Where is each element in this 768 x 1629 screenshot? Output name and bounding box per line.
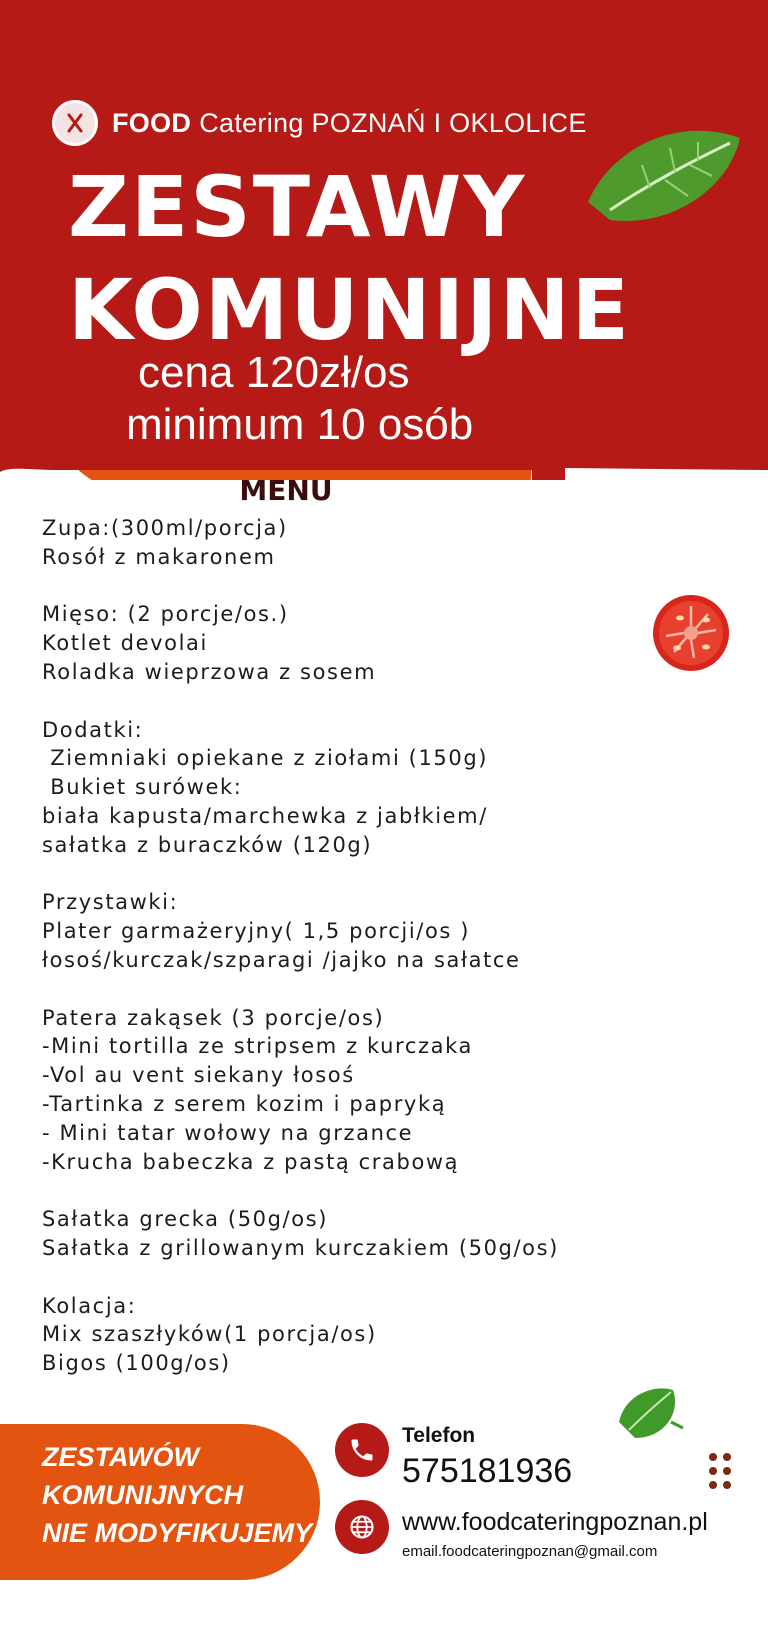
- menu-line: - Mini tatar wołowy na grzance: [42, 1120, 414, 1145]
- phone-icon[interactable]: [335, 1423, 389, 1477]
- dots-decoration-icon: [708, 1452, 732, 1490]
- brand-name-rest: Catering POZNAŃ I OKLOLICE: [199, 107, 587, 138]
- menu-line: [42, 572, 559, 601]
- note-line: KOMUNIJNYCH: [42, 1480, 244, 1510]
- email-link[interactable]: email.foodcateringpoznan@gmail.com: [402, 1543, 658, 1560]
- title-line-1: ZESTAWY: [68, 158, 527, 256]
- menu-line: łosoś/kurczak/szparagi /jajko na sałatce: [42, 947, 521, 972]
- tomato-slice-icon: [650, 592, 732, 674]
- menu-line: Przystawki:: [42, 890, 179, 915]
- menu-line: [42, 1263, 559, 1292]
- menu-heading: MENU: [239, 474, 333, 507]
- menu-line: -Tartinka z serem kozim i papryką: [42, 1091, 447, 1116]
- menu-line: [42, 860, 559, 889]
- menu-line: [42, 975, 559, 1004]
- menu-line: Bigos (100g/os): [42, 1351, 231, 1376]
- menu-line: Mix szaszłyków(1 porcja/os): [42, 1322, 377, 1347]
- mint-leaf-icon: [580, 110, 750, 235]
- minimum-guests-text: minimum 10 osób: [126, 400, 474, 449]
- menu-line: Kolacja:: [42, 1293, 137, 1318]
- brand-name: [112, 108, 587, 139]
- note-text: [42, 1438, 312, 1552]
- note-line: ZESTAWÓW: [42, 1442, 199, 1472]
- brand-name-bold: FOOD: [112, 107, 192, 138]
- menu-line: Mięso: (2 porcje/os.): [42, 602, 289, 627]
- price-text: cena 120zł/os: [138, 348, 410, 397]
- menu-line: Rosół z makaronem: [42, 544, 276, 569]
- menu-line: Kotlet devolai: [42, 631, 208, 656]
- menu-line: Sałatka z grillowanym kurczakiem (50g/os): [42, 1235, 559, 1260]
- menu-line: -Krucha babeczka z pastą crabową: [42, 1149, 460, 1174]
- menu-line: Ziemniaki opiekane z ziołami (150g): [42, 746, 489, 771]
- title-line-2: KOMUNIJNE: [68, 261, 632, 359]
- menu-line: sałatka z buraczków (120g): [42, 832, 373, 857]
- menu-line: Bukiet surówek:: [42, 775, 243, 800]
- phone-label: Telefon: [402, 1424, 476, 1447]
- menu-line: Sałatka grecka (50g/os): [42, 1207, 329, 1232]
- menu-line: biała kapusta/marchewka z jabłkiem/: [42, 803, 488, 828]
- menu-line: Roladka wieprzowa z sosem: [42, 659, 377, 684]
- note-line: NIE MODYFIKUJEMY: [42, 1518, 313, 1548]
- menu-line: Plater garmażeryjny( 1,5 porcji/os ): [42, 919, 471, 944]
- menu-line: [42, 687, 559, 716]
- menu-line: [42, 1176, 559, 1205]
- menu-line: -Vol au vent siekany łosoś: [42, 1063, 355, 1088]
- cutlery-icon: [52, 100, 98, 146]
- brand-header: [52, 100, 587, 146]
- menu-list: [42, 514, 559, 1378]
- menu-line: -Mini tortilla ze stripsem z kurczaka: [42, 1034, 473, 1059]
- menu-line: Patera zakąsek (3 porcje/os): [42, 1005, 385, 1030]
- website-link[interactable]: www.foodcateringpoznan.pl: [402, 1508, 708, 1536]
- menu-line: Zupa:(300ml/porcja): [42, 516, 288, 540]
- phone-number[interactable]: 575181936: [402, 1452, 573, 1490]
- mint-leaf-small-icon: [615, 1382, 687, 1444]
- menu-line: Dodatki:: [42, 717, 144, 742]
- globe-icon[interactable]: [335, 1500, 389, 1554]
